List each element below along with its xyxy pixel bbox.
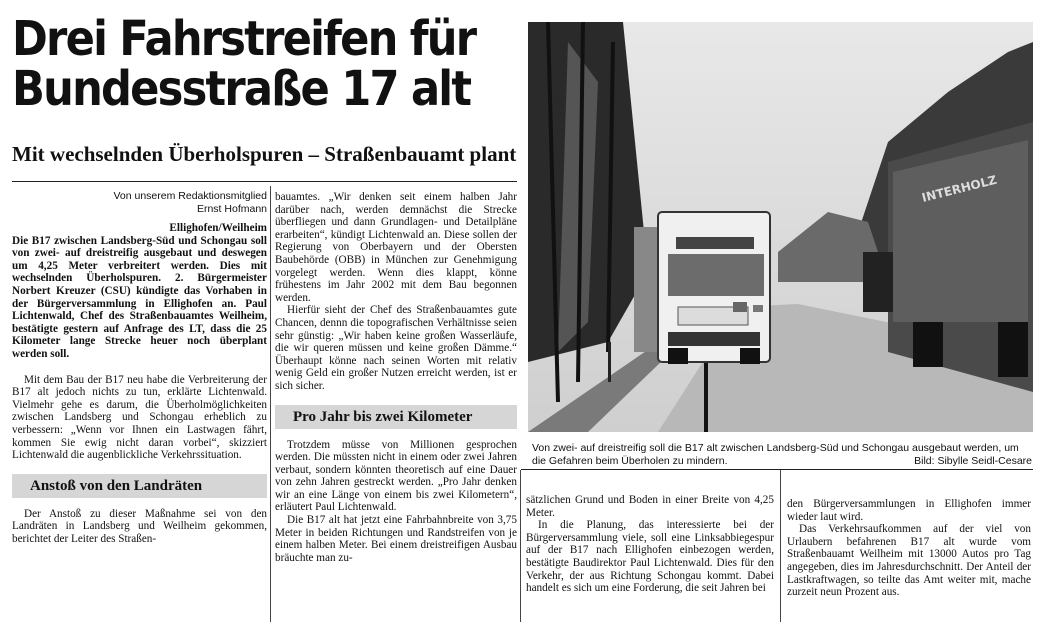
column-3 xyxy=(526,494,774,595)
byline-role: Von unserem Redaktionsmitglied xyxy=(113,190,267,202)
byline-author: Ernst Hofmann xyxy=(196,202,267,215)
headline xyxy=(12,11,476,117)
column-1 xyxy=(12,190,267,545)
column-divider xyxy=(270,186,271,622)
headline-line-1: Drei Fahrstreifen für xyxy=(12,11,476,67)
dateline: Ellighofen/Weilheim xyxy=(169,222,267,234)
caption-text: Von zwei- auf dreistreifig soll die B17 alt zwischen Landsberg-Süd und Schongau ausgebaut werden, um die Gefahren beim Überholen zu mindern. xyxy=(532,442,1019,467)
paragraph: den Bürgerversammlungen in Ellighofen immer wieder laut wird. xyxy=(787,498,1031,523)
photo-credit: Bild: Sibylle Seidl-Cesare xyxy=(914,455,1032,467)
paragraph: Hierfür sieht der Chef des Straßenbauamtes gute Chancen, dennn die topografischen Verhältnisse seien sehr günstig: „Wir haben keine großen Wasserläufe, die wir queren müssen und keine großen Dämme.“ Überhaupt könne nach seinen Worten mit relativ wenig Geld ein großer Nutzen erreicht werden, ist er sich sicher. xyxy=(275,304,517,392)
paragraph: Trotzdem müsse von Millionen gesprochen werden. Die müssten nicht in einem oder zwei Jahren verbaut, sondern könnten theoretisch auf eine Dauer von zehn Jahren gestreckt werden. „Pro Jahr denken wir an eine Länge von einem bis zwei Kilometern“, erläutert Paul Lichtenwald. xyxy=(275,438,517,514)
photo-b17-trucks xyxy=(528,22,1033,432)
subheadline: Mit wechselnden Überholspuren – Straßenbauamt plant xyxy=(12,142,517,166)
truck-sign-text: INTERHOLZ xyxy=(920,172,999,205)
photo-caption xyxy=(532,442,1032,468)
paragraph: Mit dem Bau der B17 neu habe die Verbreiterung der B17 alt jedoch nichts zu tun, erklärte Lichtenwald. Vielmehr gehe es darum, die Überholmöglichkeiten zwischen Landsberg und Schongau erheblich zu verbessern: „Wenn vor Ihnen ein Lastwagen fährt, kommen Sie ewig nicht daran vorbei“, skizziert Lichtenwald die augenblickliche Verkehrssituation. xyxy=(12,373,267,462)
column-2 xyxy=(275,191,517,564)
paragraph: Das Verkehrsaufkommen auf der viel von Urlaubern befahrenen B17 alt wurde vom Straßenbauamt Weilheim mit 13000 Autos pro Tag angegeben, dies im Jahresdurchschnitt. Der Anteil der Lastkraftwagen, so teilte das Amt weiter mit, mache zurzeit neun Prozent aus. xyxy=(787,523,1031,599)
section-heading-2: Pro Jahr bis zwei Kilometer xyxy=(275,405,517,429)
paragraph: sätzlichen Grund und Boden in einer Breite von 4,25 Meter. xyxy=(526,494,774,519)
paragraph: Die B17 alt hat jetzt eine Fahrbahnbreite von 3,75 Meter in beiden Richtungen und Randstreifen von je einem halben Meter. Bei einem dreistreifigen Ausbau bräuchte man zu- xyxy=(275,514,517,564)
header-rule xyxy=(12,181,517,182)
column-4 xyxy=(787,498,1031,599)
byline xyxy=(12,190,267,215)
caption-rule xyxy=(521,469,1033,470)
column-divider xyxy=(520,470,521,622)
photo-illustration xyxy=(528,22,1033,432)
paragraph: In die Planung, das interessierte bei der Bürgerversammlung viele, soll eine Linksabbiegespur auf der B17 nach Ellighofen einbezogen werden, bestätigte Baudirektor Paul Lichtenwald. Dies für den Verkehr, der aus Richtung Schongau kommt. Dabei handelt es sich um eine Forderung, die seit Jahren bei xyxy=(526,519,774,595)
column-divider xyxy=(780,470,781,622)
section-heading-1: Anstoß von den Landräten xyxy=(12,474,267,498)
lead-paragraph: Die B17 zwischen Landsberg-Süd und Schongau soll von zwei- auf dreistreifig ausgebaut und deswegen um 4,25 Meter verbreitert werden. Dies mit wechselnden Überholspuren. 2. Bürgermeister Norbert Kreuzer (CSU) kündigte das Vorhaben in der Bürgerversammlung in Ellighofen an. Paul Lichtenwald, Chef des Straßenbauamtes Weilheim, bestätigte gestern auf Anfrage des LT, dass die 25 Kilometer lange Strecke heuer noch überplant werden soll. xyxy=(12,234,267,360)
headline-line-2: Bundesstraße 17 alt xyxy=(12,61,471,117)
paragraph: bauamtes. „Wir denken seit einem halben Jahr darüber nach, werden demnächst die Strecke überfliegen und dann Grundlagen- und Detailpläne erarbeiten“, kündigt Lichtenwald an. Diese sollen der Regierung von Oberbayern und der Obersten Baubehörde (OBB) in München zur Genehmigung vorgelegt werden. Wenn dies klappt, könne frühestens im Jahr 2002 mit dem Bau begonnen werden. xyxy=(275,191,517,304)
paragraph: Der Anstoß zu dieser Maßnahme sei von den Landräten in Landsberg und Weilheim gekommen, berichtet der Leiter des Straßen- xyxy=(12,507,267,545)
